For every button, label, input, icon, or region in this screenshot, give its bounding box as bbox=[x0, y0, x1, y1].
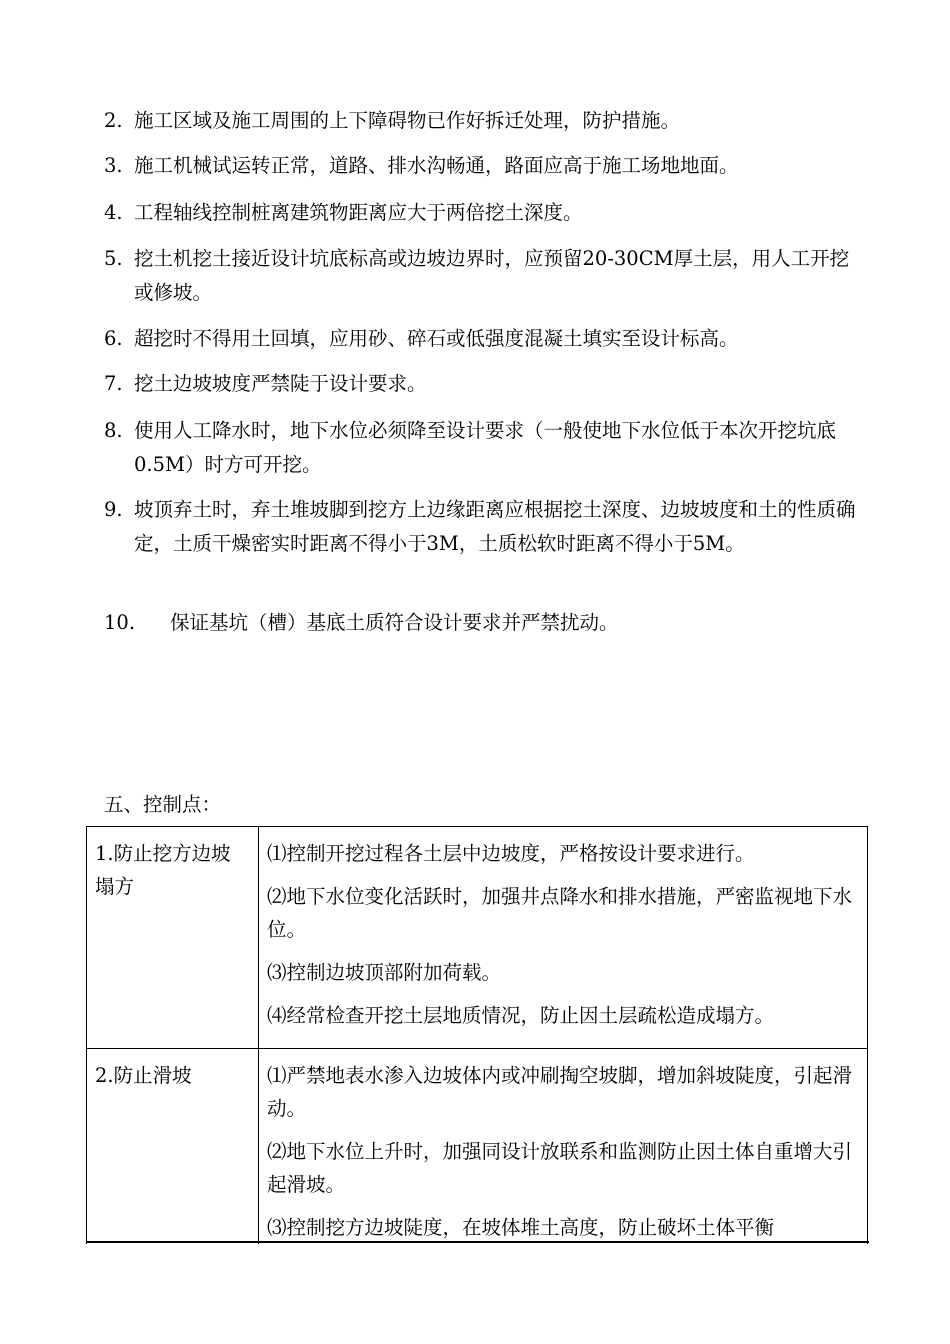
table-label-cell bbox=[87, 1049, 259, 1245]
list-text: 坡顶弃土时，弃土堆坡脚到挖方上边缘距离应根据挖土深度、边坡坡度和土的性质确定，土质干燥密实时距离不得小于3M，土质松软时距离不得小于5M。 bbox=[134, 498, 856, 555]
control-point: ⑴控制开挖过程各土层中边坡度，严格按设计要求进行。 bbox=[267, 842, 755, 865]
control-point: ⑴严禁地表水渗入边坡体内或冲刷掏空坡脚，增加斜坡陡度，引起滑动。 bbox=[267, 1064, 853, 1120]
list-text: 保证基坑（槽）基底土质符合设计要求并严禁扰动。 bbox=[170, 611, 619, 634]
list-number: 7. bbox=[104, 372, 123, 395]
table-bottom-border bbox=[86, 1241, 869, 1243]
list-text: 使用人工降水时，地下水位必须降至设计要求（一般使地下水位低于本次开挖坑底0.5M）时方可开挖。 bbox=[134, 419, 837, 476]
section-title: 五、控制点： bbox=[104, 793, 222, 816]
row-label: 2.防止滑坡 bbox=[95, 1064, 192, 1087]
control-point: ⑵地下水位变化活跃时，加强井点降水和排水措施，严密监视地下水位。 bbox=[267, 885, 853, 941]
list-number: 9. bbox=[104, 498, 123, 521]
list-number: 8. bbox=[104, 419, 123, 442]
list-text: 施工区域及施工周围的上下障碍物已作好拆迁处理，防护措施。 bbox=[134, 109, 681, 132]
table-row bbox=[87, 827, 868, 1049]
list-text: 挖土边坡坡度严禁陡于设计要求。 bbox=[134, 372, 427, 395]
table-label-cell bbox=[87, 827, 259, 1049]
list-text: 施工机械试运转正常，道路、排水沟畅通，路面应高于施工场地地面。 bbox=[134, 154, 739, 177]
list-number: 2. bbox=[104, 109, 123, 132]
list-text: 挖土机挖土接近设计坑底标高或边坡边界时，应预留20-30CM厚土层，用人工开挖或修坡。 bbox=[134, 247, 850, 304]
list-number: 10. bbox=[104, 611, 136, 634]
list-text: 工程轴线控制桩离建筑物距离应大于两倍挖土深度。 bbox=[134, 201, 583, 224]
control-point: ⑵地下水位上升时，加强同设计放联系和监测防止因土体自重增大引起滑坡。 bbox=[267, 1140, 853, 1196]
control-point: ⑷经常检查开挖土层地质情况，防止因土层疏松造成塌方。 bbox=[267, 1004, 775, 1027]
list-number: 6. bbox=[104, 327, 123, 350]
row-label: 1.防止挖方边坡塌方 bbox=[95, 842, 231, 898]
control-point: ⑶控制挖方边坡陡度，在坡体堆土高度，防止破坏土体平衡 bbox=[267, 1216, 775, 1239]
control-point: ⑶控制边坡顶部附加荷载。 bbox=[267, 961, 502, 984]
list-text: 超挖时不得用土回填，应用砂、碎石或低强度混凝土填实至设计标高。 bbox=[134, 327, 739, 350]
table-row bbox=[87, 1049, 868, 1245]
table-content-cell bbox=[259, 1049, 868, 1245]
control-points-table bbox=[86, 826, 868, 1244]
table-content-cell bbox=[259, 827, 868, 1049]
list-number: 5. bbox=[104, 247, 123, 270]
list-number: 4. bbox=[104, 201, 123, 224]
list-number: 3. bbox=[104, 154, 123, 177]
